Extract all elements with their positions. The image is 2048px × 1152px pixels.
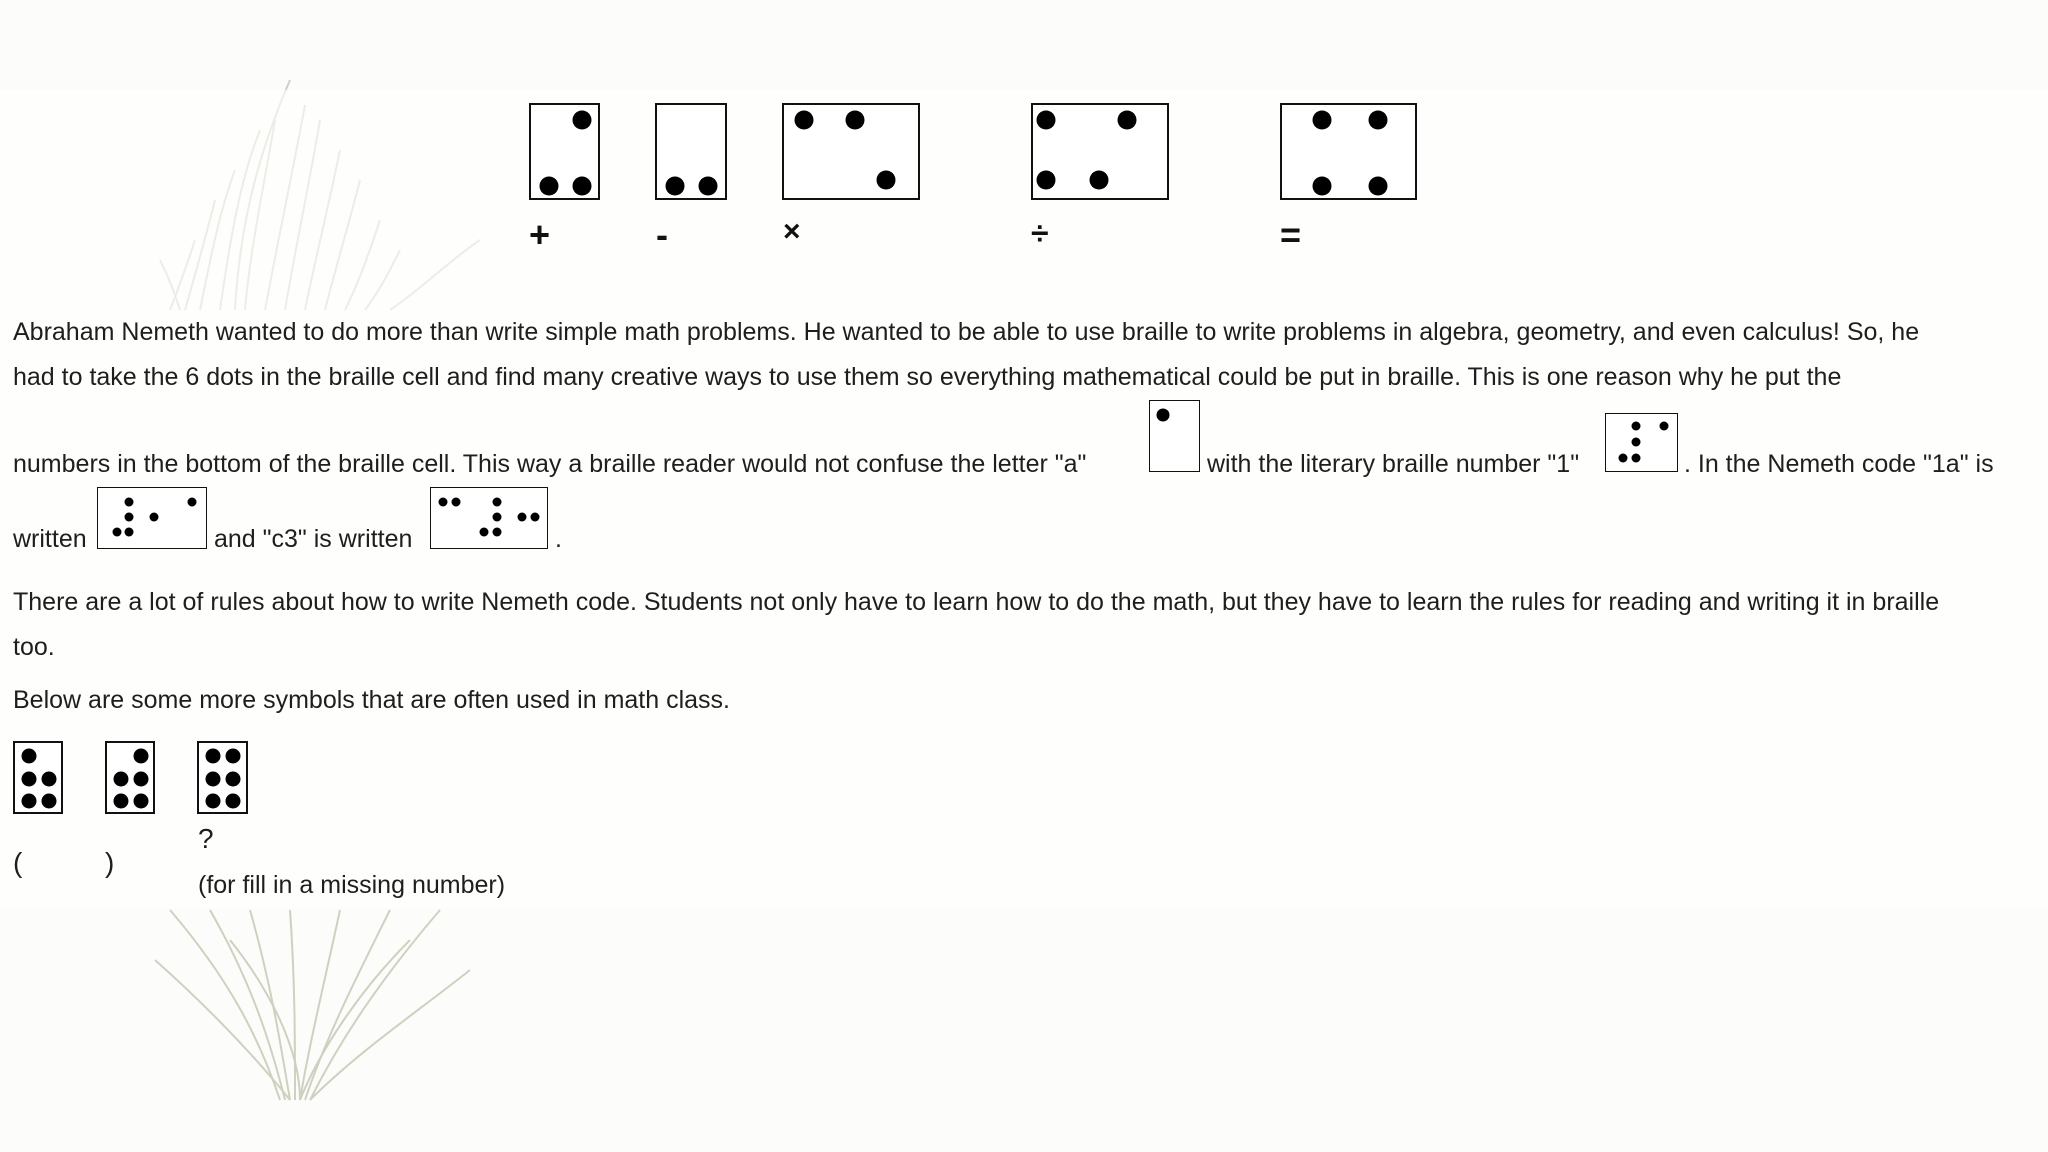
braille-dot xyxy=(480,528,489,537)
braille-dot xyxy=(846,111,865,130)
braille-cell xyxy=(529,103,600,200)
paragraph-line: had to take the 6 dots in the braille cell and find many creative ways to use them so everything mathematical could be put in braille. This is one reason why he put the xyxy=(13,363,1842,391)
braille-dot xyxy=(1619,454,1628,463)
paragraph-line xyxy=(1207,442,1607,487)
braille-dot xyxy=(125,528,134,537)
content-panel xyxy=(0,90,2048,908)
braille-dot xyxy=(452,498,461,507)
braille-dot xyxy=(795,111,814,130)
braille-nemeth-1a-cell xyxy=(97,487,207,549)
braille-dot xyxy=(1660,422,1669,431)
braille-dot xyxy=(573,177,592,196)
braille-dot xyxy=(42,772,57,787)
braille-dot xyxy=(22,794,37,809)
paragraph-line xyxy=(555,517,595,562)
operator-symbol: + xyxy=(529,214,551,255)
braille-dot xyxy=(666,177,685,196)
braille-dot xyxy=(226,772,241,787)
braille-dot xyxy=(493,498,502,507)
braille-dot xyxy=(1632,454,1641,463)
paragraph-text: written xyxy=(13,525,87,553)
braille-dot xyxy=(1037,171,1056,190)
braille-cell xyxy=(1031,103,1169,200)
operator-symbol: = xyxy=(1280,214,1302,255)
braille-dot xyxy=(150,513,159,522)
paragraph-text: . In the Nemeth code "1a" is xyxy=(1684,450,1994,478)
braille-cell xyxy=(1280,103,1417,200)
braille-dot xyxy=(493,528,502,537)
braille-cell xyxy=(655,103,727,200)
symbol-note: (for fill in a missing number) xyxy=(198,871,506,899)
braille-dot xyxy=(42,794,57,809)
braille-dot xyxy=(114,794,129,809)
braille-dot xyxy=(1632,438,1641,447)
braille-cell xyxy=(13,741,63,814)
braille-dot xyxy=(125,513,134,522)
braille-dot xyxy=(540,177,559,196)
braille-dot xyxy=(1157,409,1170,422)
braille-dot xyxy=(134,749,149,764)
braille-dot xyxy=(114,772,129,787)
operator-symbol: ÷ xyxy=(1031,215,1049,251)
braille-dot xyxy=(206,749,221,764)
braille-cell xyxy=(197,741,248,814)
paragraph-line: Abraham Nemeth wanted to do more than write simple math problems. He wanted to be able to use braille to write problems in algebra, geometry, and even calculus! So, he xyxy=(13,318,1920,346)
braille-dot xyxy=(22,772,37,787)
braille-dot xyxy=(226,749,241,764)
braille-nemeth-c3-cell xyxy=(430,487,548,549)
feather-decoration-bottom xyxy=(150,900,490,1110)
braille-dot xyxy=(125,498,134,507)
paragraph-text: numbers in the bottom of the braille cell. This way a braille reader would not confuse the letter "a" xyxy=(13,450,1087,478)
braille-dot xyxy=(1037,111,1056,130)
braille-dot xyxy=(699,177,718,196)
symbol-label: ? xyxy=(198,823,214,854)
operator-symbol: - xyxy=(656,214,668,255)
paragraph-text: with the literary braille number "1" xyxy=(1207,450,1580,478)
braille-dot xyxy=(1369,177,1388,196)
paragraph-line: There are a lot of rules about how to write Nemeth code. Students not only have to learn how to do the math, but they have to learn the rules for reading and writing it in braille xyxy=(13,588,1940,616)
braille-dot xyxy=(188,498,197,507)
paragraph-text: and "c3" is written xyxy=(214,525,413,553)
braille-dot xyxy=(439,498,448,507)
braille-dot xyxy=(22,749,37,764)
paragraph-line xyxy=(1684,442,2044,487)
braille-dot xyxy=(1313,111,1332,130)
symbol-label: ) xyxy=(105,847,115,878)
paragraph-line: Below are some more symbols that are often used in math class. xyxy=(13,686,730,714)
braille-cell xyxy=(105,741,155,814)
braille-dot xyxy=(226,794,241,809)
braille-dot xyxy=(573,111,592,130)
braille-dot xyxy=(877,171,896,190)
braille-number-1-cell xyxy=(1605,413,1678,472)
paragraph-line xyxy=(214,517,434,562)
braille-dot xyxy=(134,772,149,787)
braille-dot xyxy=(1313,177,1332,196)
braille-dot xyxy=(531,513,540,522)
braille-dot xyxy=(1090,171,1109,190)
braille-dot xyxy=(206,794,221,809)
paragraph-line: too. xyxy=(13,633,55,661)
braille-letter-a-cell xyxy=(1149,400,1200,472)
braille-dot xyxy=(518,513,527,522)
paragraph-text: . xyxy=(555,525,562,553)
braille-dot xyxy=(113,528,122,537)
symbol-label: ( xyxy=(13,847,23,878)
braille-dot xyxy=(134,794,149,809)
braille-dot xyxy=(493,513,502,522)
braille-cell xyxy=(782,103,920,200)
braille-dot xyxy=(206,772,221,787)
braille-dot xyxy=(1369,111,1388,130)
operator-symbol: × xyxy=(783,215,801,248)
braille-dot xyxy=(1632,422,1641,431)
braille-dot xyxy=(1118,111,1137,130)
